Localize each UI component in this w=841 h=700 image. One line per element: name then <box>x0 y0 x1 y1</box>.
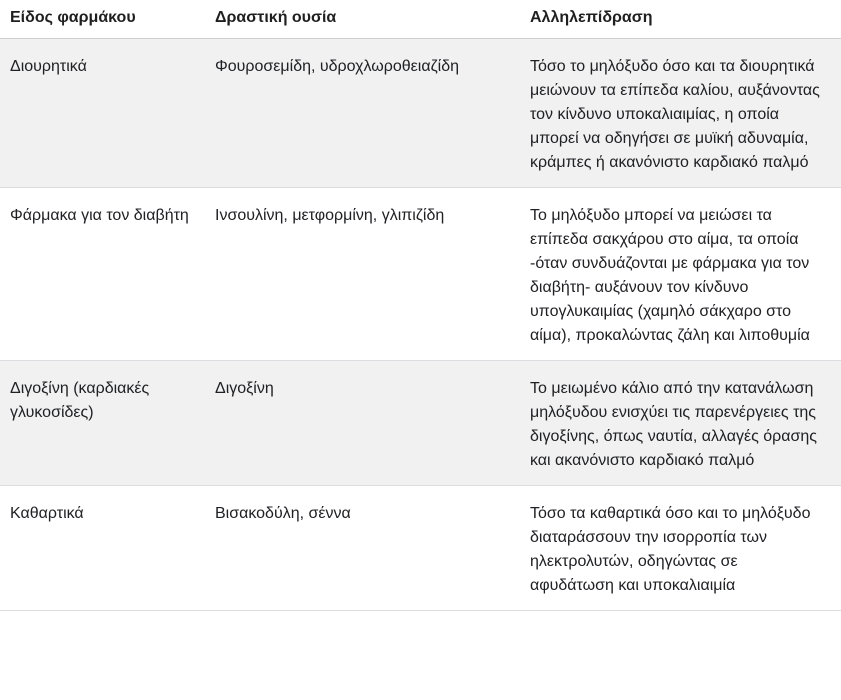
table-row <box>0 486 841 611</box>
table-row <box>0 361 841 486</box>
table-row <box>0 39 841 188</box>
cell-interaction: Το μειωμένο κάλιο από την κατανάλωση μηλόξυδου ενισχύει τις παρενέργειες της διγοξίνης, όπως ναυτία, αλλαγές όρασης και ακανόνιστο καρδιακό παλμό <box>518 361 841 486</box>
table-header-row <box>0 0 841 39</box>
cell-interaction: Τόσο τα καθαρτικά όσο και το μηλόξυδο διαταράσσουν την ισορροπία των ηλεκτρολυτών, οδηγώντας σε αφυδάτωση και υποκαλιαιμία <box>518 486 841 611</box>
cell-interaction: Το μηλόξυδο μπορεί να μειώσει τα επίπεδα σακχάρου στο αίμα, τα οποία -όταν συνδυάζονται με φάρμακα για τον διαβήτη- αυξάνουν τον κίνδυνο υπογλυκαιμίας (χαμηλό σάκχαρο στο αίμα), προκαλώντας ζάλη και λιποθυμία <box>518 188 841 361</box>
cell-interaction: Τόσο το μηλόξυδο όσο και τα διουρητικά μειώνουν τα επίπεδα καλίου, αυξάνοντας τον κίνδυνο υποκαλιαιμίας, η οποία μπορεί να οδηγήσει σε μυϊκή αδυναμία, κράμπες ή ακανόνιστο καρδιακό παλμό <box>518 39 841 188</box>
header-interaction: Αλληλεπίδραση <box>518 0 841 39</box>
table-row <box>0 188 841 361</box>
cell-drug-type: Καθαρτικά <box>0 486 205 611</box>
cell-drug-type: Διγοξίνη (καρδιακές γλυκοσίδες) <box>0 361 205 486</box>
cell-active-substance: Φουροσεμίδη, υδροχλωροθειαζίδη <box>205 39 518 188</box>
cell-drug-type: Φάρμακα για τον διαβήτη <box>0 188 205 361</box>
cell-active-substance: Βισακοδύλη, σέννα <box>205 486 518 611</box>
header-drug-type: Είδος φαρμάκου <box>0 0 205 39</box>
header-active-substance: Δραστική ουσία <box>205 0 518 39</box>
cell-drug-type: Διουρητικά <box>0 39 205 188</box>
cell-active-substance: Διγοξίνη <box>205 361 518 486</box>
cell-active-substance: Ινσουλίνη, μετφορμίνη, γλιπιζίδη <box>205 188 518 361</box>
